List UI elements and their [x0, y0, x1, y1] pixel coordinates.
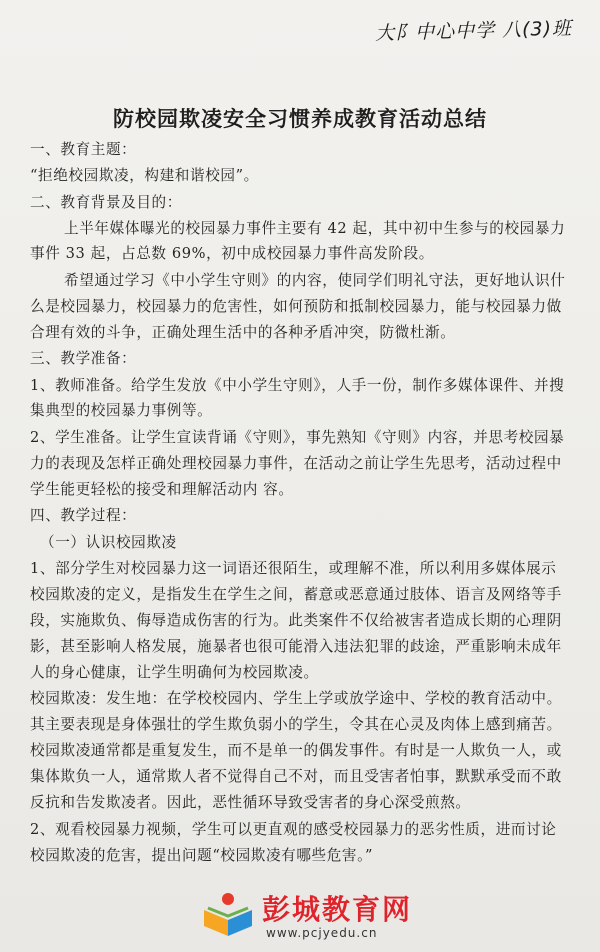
paragraph-line: 段，实施欺负、侮辱造成伤害的行为。此类案件不仅给被害者造成长期的心理阴 — [30, 612, 562, 629]
watermark-site-name: 彭城教育网 — [262, 893, 413, 926]
paragraph-line: 事件 33 起，占总数 69%，初中成校园暴力事件高发阶段。 — [30, 245, 434, 262]
paragraph-line: 校园欺凌的危害，提出问题“校园欺凌有哪些危害。” — [30, 847, 374, 864]
paragraph-line: 合理有效的斗争，正确处理生活中的各种矛盾冲突，防微杜渐。 — [30, 324, 456, 341]
paragraph-line: 校园欺凌：发生地：在学校校园内、学生上学或放学途中、学校的教育活动中。 — [30, 690, 562, 707]
paragraph-line: 力的表现及怎样正确处理校园暴力事件，在活动之前让学生先思考，活动过程中 — [30, 455, 562, 472]
section-heading-process: 四、教学过程： — [30, 507, 137, 524]
paragraph-line: 人的身心健康，让学生明确何为校园欺凌。 — [30, 664, 319, 681]
subsection-heading: （一）认识校园欺凌 — [40, 534, 177, 551]
paragraph-line: 1、教师准备。给学生发放《中小学生守则》，人手一份，制作多媒体课件、并搜 — [30, 377, 565, 394]
site-watermark-logo — [200, 884, 450, 946]
handwritten-class-note: 大阝中心中学 八(3)班 — [374, 17, 573, 45]
paragraph-line: 么是校园暴力，校园暴力的危害性，如何预防和抵制校园暴力，能与校园暴力做 — [30, 298, 562, 315]
paragraph-line: 集典型的校园暴力事例等。 — [30, 402, 213, 419]
paragraph-line: 2、观看校园暴力视频，学生可以更直观的感受校园暴力的恶劣性质，进而讨论 — [30, 821, 557, 838]
watermark-url: www.pcjyedu.cn — [266, 926, 378, 940]
paragraph-line: 校园欺凌的定义，是指发生在学生之间，蓄意或恶意通过肢体、语言及网络等手 — [30, 586, 562, 603]
section-heading-preparation: 三、教学准备： — [30, 350, 137, 367]
book-logo-icon — [200, 890, 256, 938]
paragraph-line: 影，甚至影响人格发展，施暴者也很可能滑入违法犯罪的歧途，严重影响未成年 — [30, 638, 562, 655]
section-heading-theme: 一、教育主题： — [30, 141, 137, 158]
paragraph-line: 校园欺凌通常都是重复发生，而不是单一的偶发事件。有时是一人欺负一人，或 — [30, 742, 562, 759]
paragraph-line: 希望通过学习《中小学生守则》的内容，使同学们明礼守法，更好地认识什 — [64, 272, 566, 289]
theme-text: “拒绝校园欺凌，构建和谐校园”。 — [30, 167, 259, 184]
paragraph-line: 集体欺负一人，通常欺人者不觉得自己不对，而且受害者怕事，默默承受而不敢 — [30, 768, 562, 785]
paragraph-line: 2、学生准备。让学生宣读背诵《守则》，事先熟知《守则》内容，并思考校园暴 — [30, 429, 565, 446]
paragraph-line: 反抗和告发欺凌者。因此，恶性循环导致受害者的身心深受煎熬。 — [30, 794, 471, 811]
paragraph-line: 其主要表现是身体强壮的学生欺负弱小的学生，令其在心灵及肉体上感到痛苦。 — [30, 716, 562, 733]
paragraph-line: 1、部分学生对校园暴力这一词语还很陌生，或理解不准，所以利用多媒体展示 — [30, 560, 557, 577]
section-heading-background: 二、教育背景及目的： — [30, 194, 182, 211]
paragraph-line: 上半年媒体曝光的校园暴力事件主要有 42 起，其中初中生参与的校园暴力 — [64, 220, 566, 237]
paragraph-line: 学生能更轻松的接受和理解活动内 容。 — [30, 481, 294, 498]
document-title: 防校园欺凌安全习惯养成教育活动总结 — [113, 106, 487, 131]
